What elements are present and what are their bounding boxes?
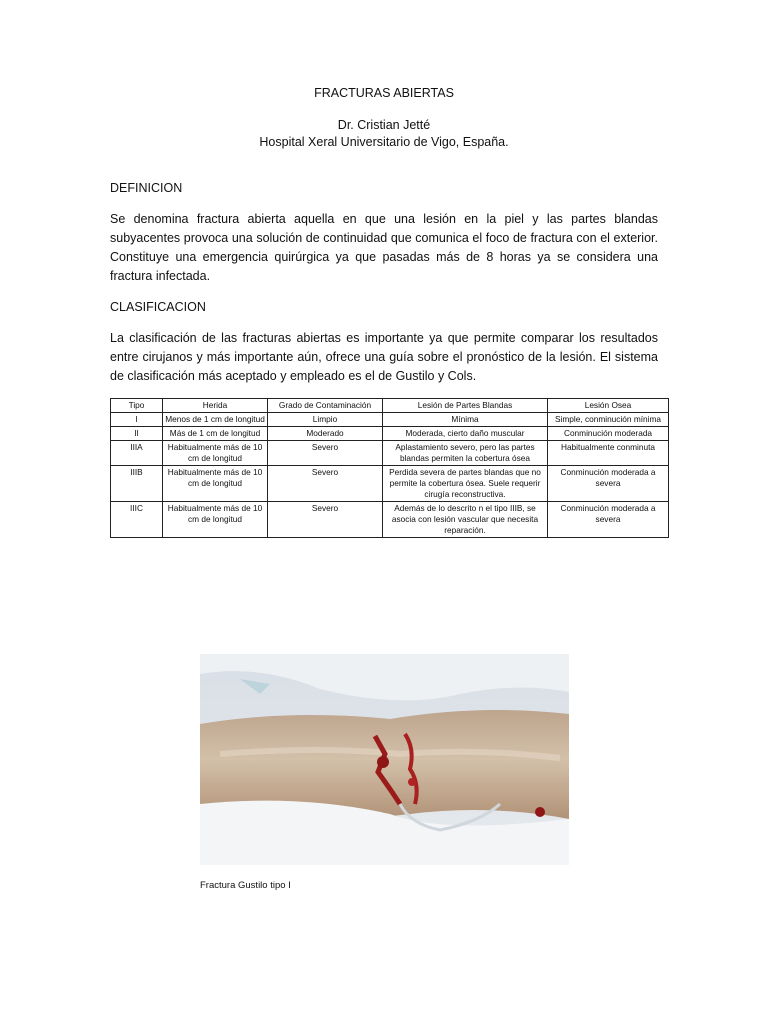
table-cell: Habitualmente más de 10 cm de longitud	[163, 502, 268, 538]
table-cell: Moderado	[268, 427, 383, 441]
table-header-cell: Lesión de Partes Blandas	[383, 399, 548, 413]
table-cell: Conminución moderada	[548, 427, 669, 441]
paragraph-clasificacion: La clasificación de las fracturas abiertas es importante ya que permite comparar los resultados entre cirujanos y más importante aún, ofrece una guía sobre el pronóstico de la lesión. El sistema de clasificación más aceptado y empleado es el de Gustilo y Cols.	[110, 331, 658, 383]
table-row	[111, 466, 669, 502]
author-affiliation: Hospital Xeral Universitario de Vigo, España.	[259, 135, 509, 149]
table-cell: Severo	[268, 441, 383, 466]
table-header-row	[111, 399, 669, 413]
author-block	[0, 117, 768, 151]
table-cell: Habitualmente más de 10 cm de longitud	[163, 466, 268, 502]
table-header-cell: Tipo	[111, 399, 163, 413]
table-header-cell: Herida	[163, 399, 268, 413]
table-cell: Perdida severa de partes blandas que no permite la cobertura ósea. Suele requerir cirugía reconstructiva.	[383, 466, 548, 502]
table-cell: IIIC	[111, 502, 163, 538]
author-name: Dr. Cristian Jetté	[337, 118, 431, 132]
table-cell: I	[111, 413, 163, 427]
table-cell: Más de 1 cm de longitud	[163, 427, 268, 441]
table-cell: II	[111, 427, 163, 441]
table-cell: Habitualmente más de 10 cm de longitud	[163, 441, 268, 466]
table-cell: Moderada, cierto daño muscular	[383, 427, 548, 441]
table-cell: Además de lo descrito n el tipo IIIB, se asocia con lesión vascular que necesita reparación.	[383, 502, 548, 538]
table-cell: Simple, conminución mínima	[548, 413, 669, 427]
paragraph-definicion: Se denomina fractura abierta aquella en que una lesión en la piel y las partes blandas subyacentes provoca una solución de continuidad que comunica el foco de fractura con el exterior. Constituye una emergencia quirúrgica ya que pasadas más de 8 horas ya se considera una fractura infectada.	[110, 212, 658, 283]
figure-caption: Fractura Gustilo tipo I	[200, 880, 291, 891]
table-header-cell: Grado de Contaminación	[268, 399, 383, 413]
document-title: FRACTURAS ABIERTAS	[314, 86, 454, 100]
heading-clasificacion: CLASIFICACION	[110, 300, 206, 314]
table-header-cell: Lesión Osea	[548, 399, 669, 413]
table-row	[111, 502, 669, 538]
classification-table	[110, 398, 669, 538]
table-row	[111, 413, 669, 427]
table-row	[111, 427, 669, 441]
table-cell: Conminución moderada a severa	[548, 466, 669, 502]
table-cell: IIIB	[111, 466, 163, 502]
table-cell: Menos de 1 cm de longitud	[163, 413, 268, 427]
heading-definicion: DEFINICION	[110, 181, 183, 195]
table-cell: Habitualmente conminuta	[548, 441, 669, 466]
table-row	[111, 441, 669, 466]
table-cell: Aplastamiento severo, pero las partes blandas permiten la cobertura ósea	[383, 441, 548, 466]
fracture-photo	[200, 654, 569, 865]
table-cell: Limpio	[268, 413, 383, 427]
table-cell: IIIA	[111, 441, 163, 466]
table-cell: Mínima	[383, 413, 548, 427]
table-cell: Conminución moderada a severa	[548, 502, 669, 538]
table-cell: Severo	[268, 502, 383, 538]
table-cell: Severo	[268, 466, 383, 502]
